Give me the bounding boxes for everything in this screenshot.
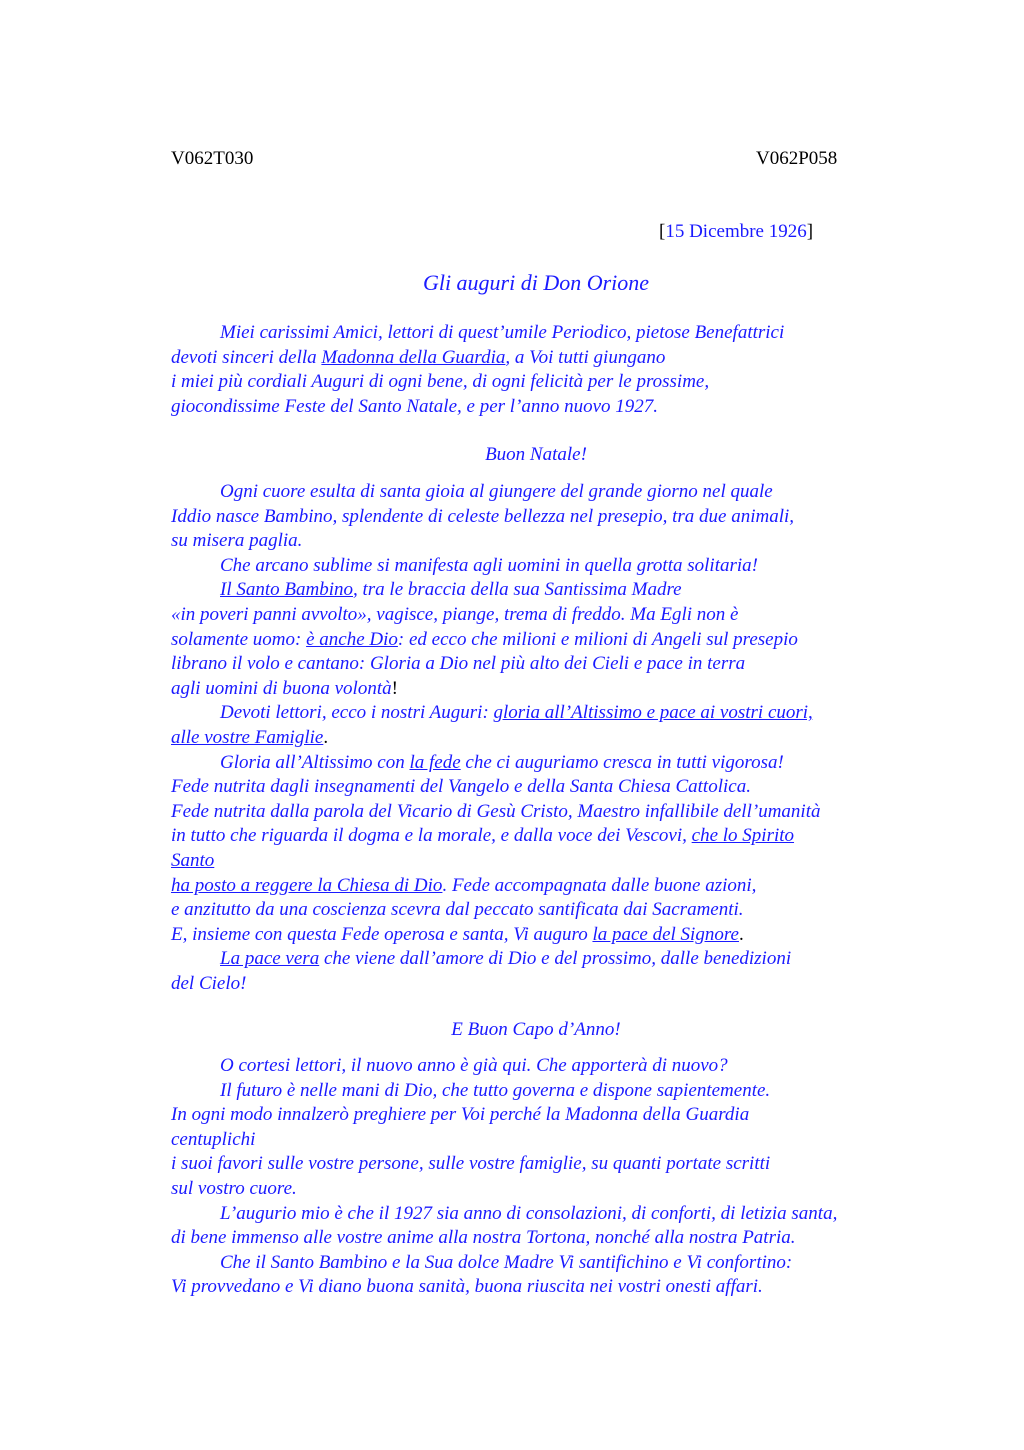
section-heading-capodanno: E Buon Capo d’Anno!: [451, 1019, 621, 1040]
text-line: sul vostro cuore.: [171, 1177, 297, 1199]
text-line: Fede nutrita dalla parola del Vicario di Gesù Cristo, Maestro infallibile dell’umanità: [171, 800, 821, 822]
text-run: agli uomini di buona volont: [171, 677, 383, 699]
text-run: che viene dall’amore di Dio e del prossimo, dalle benedizioni: [319, 948, 792, 970]
text-run: , a Voi tutti giungano: [505, 346, 666, 368]
text-line: «in poveri panni avvolto», vagisce, piange, trema di freddo. Ma Egli non è: [171, 603, 739, 625]
intro-line: Miei carissimi Amici, lettori di quest’umile Periodico, pietose Benefattrici: [220, 322, 785, 343]
text-line: [171, 701, 901, 726]
text-line: [171, 923, 901, 948]
text-line: Fede nutrita dagli insegnamenti del Vangelo e della Santa Chiesa Cattolica.: [171, 776, 751, 798]
intro-paragraph: [171, 321, 901, 419]
text-line: su misera paglia.: [171, 530, 303, 552]
text-run: che ci auguriamo cresca in tutti vigorosa!: [460, 751, 784, 773]
text-line: centuplichi: [171, 1128, 256, 1150]
intro-line: i miei più cordiali Auguri di ogni bene, di ogni felicità per le prossime,: [171, 371, 710, 393]
text-run: solamente uomo:: [171, 628, 307, 650]
text-run: : ed ecco che milioni e milioni di Angeli sul presepio: [397, 628, 798, 650]
intro-line: giocondissime Feste del Santo Natale, e per l’anno nuovo 1927.: [171, 395, 659, 417]
date-text: 15 Dicembre 1926: [665, 221, 807, 242]
document-code-left: V062T030: [171, 148, 254, 169]
text-line: O cortesi lettori, il nuovo anno è già qui. Che apporterà di nuovo?: [220, 1055, 728, 1076]
underlined-text: La pace vera: [220, 948, 320, 970]
text-line: librano il volo e cantano: Gloria a Dio nel più alto dei Cieli e pace in terra: [171, 653, 746, 675]
text-line: Vi provvedano e Vi diano buona sanità, buona riuscita nei vostri onesti affari.: [171, 1276, 763, 1298]
text-run: .: [738, 923, 744, 945]
text-line: i suoi favori sulle vostre persone, sulle vostre famiglie, su quanti portate scritti: [171, 1153, 771, 1175]
text-line: [171, 628, 901, 653]
natale-section: [171, 480, 901, 996]
date-close-bracket: ]: [806, 221, 814, 242]
text-line: [171, 726, 901, 751]
text-line: [171, 751, 901, 776]
underlined-text: Madonna della Guardia: [321, 346, 506, 368]
text-run: !: [391, 677, 398, 699]
text-run: à: [382, 677, 392, 699]
underlined-text: che lo Spirito: [691, 825, 795, 847]
text-line: [171, 578, 901, 603]
document-code-right: V062P058: [756, 148, 838, 169]
underlined-text: Santo: [171, 849, 215, 871]
text-line: [171, 874, 901, 899]
text-line: del Cielo!: [171, 972, 247, 994]
text-line: Che il Santo Bambino e la Sua dolce Madre Vi santifichino e Vi confortino:: [220, 1251, 793, 1273]
text-line: L’augurio mio è che il 1927 sia anno di consolazioni, di conforti, di letizia santa,: [220, 1202, 838, 1224]
underlined-text: gloria all’Altissimo e pace ai vostri cuori,: [493, 702, 813, 724]
text-line: Che arcano sublime si manifesta agli uomini in quella grotta solitaria!: [220, 554, 758, 576]
underlined-text: Il Santo Bambino: [220, 579, 353, 601]
capodanno-section: [171, 1054, 901, 1300]
page-title: Gli auguri di Don Orione: [422, 270, 650, 295]
underlined-text: ha posto a reggere la Chiesa di Dio: [171, 874, 443, 896]
text-line: e anzitutto da una coscienza scevra dal peccato santificata dai Sacramenti.: [171, 899, 744, 921]
text-line: [171, 677, 901, 702]
section-heading-natale: Buon Natale!: [485, 444, 587, 465]
underlined-text: la pace del Signore: [592, 923, 739, 945]
text-run: , tra le braccia della sua Santissima Madre: [353, 579, 682, 601]
text-line: Ogni cuore esulta di santa gioia al giungere del grande giorno nel quale: [220, 481, 773, 502]
text-line: Iddio nasce Bambino, splendente di celeste bellezza nel presepio, tra due animali,: [171, 505, 795, 527]
text-run: Devoti lettori, ecco i nostri Auguri:: [220, 702, 494, 724]
intro-line: [171, 346, 901, 371]
text-run: E, insieme con questa Fede operosa e santa, Vi auguro: [171, 923, 593, 945]
text-run: Gloria all’Altissimo con: [220, 751, 410, 773]
text-line: Il futuro è nelle mani di Dio, che tutto governa e dispone sapientemente.: [220, 1079, 771, 1101]
text-line: [171, 824, 901, 849]
text-line: [171, 947, 901, 972]
text-run: in tutto che riguarda il dogma e la morale, e dalla voce dei Vescovi,: [171, 825, 692, 847]
underlined-text: è anche Dio: [306, 628, 398, 650]
underlined-text: la fede: [409, 751, 461, 773]
text-line: di bene immenso alle vostre anime alla nostra Tortona, nonché alla nostra Patria.: [171, 1227, 796, 1249]
text-line: [171, 849, 901, 874]
text-run: . Fede accompagnata dalle buone azioni,: [442, 874, 757, 896]
underlined-text: alle vostre Famiglie: [171, 726, 324, 748]
text-run: devoti sinceri della: [171, 346, 322, 368]
text-line: In ogni modo innalzerò preghiere per Voi perché la Madonna della Guardia: [171, 1104, 750, 1126]
text-run: .: [323, 726, 329, 748]
document-date: [659, 220, 813, 244]
date-open-bracket: [: [659, 221, 666, 242]
